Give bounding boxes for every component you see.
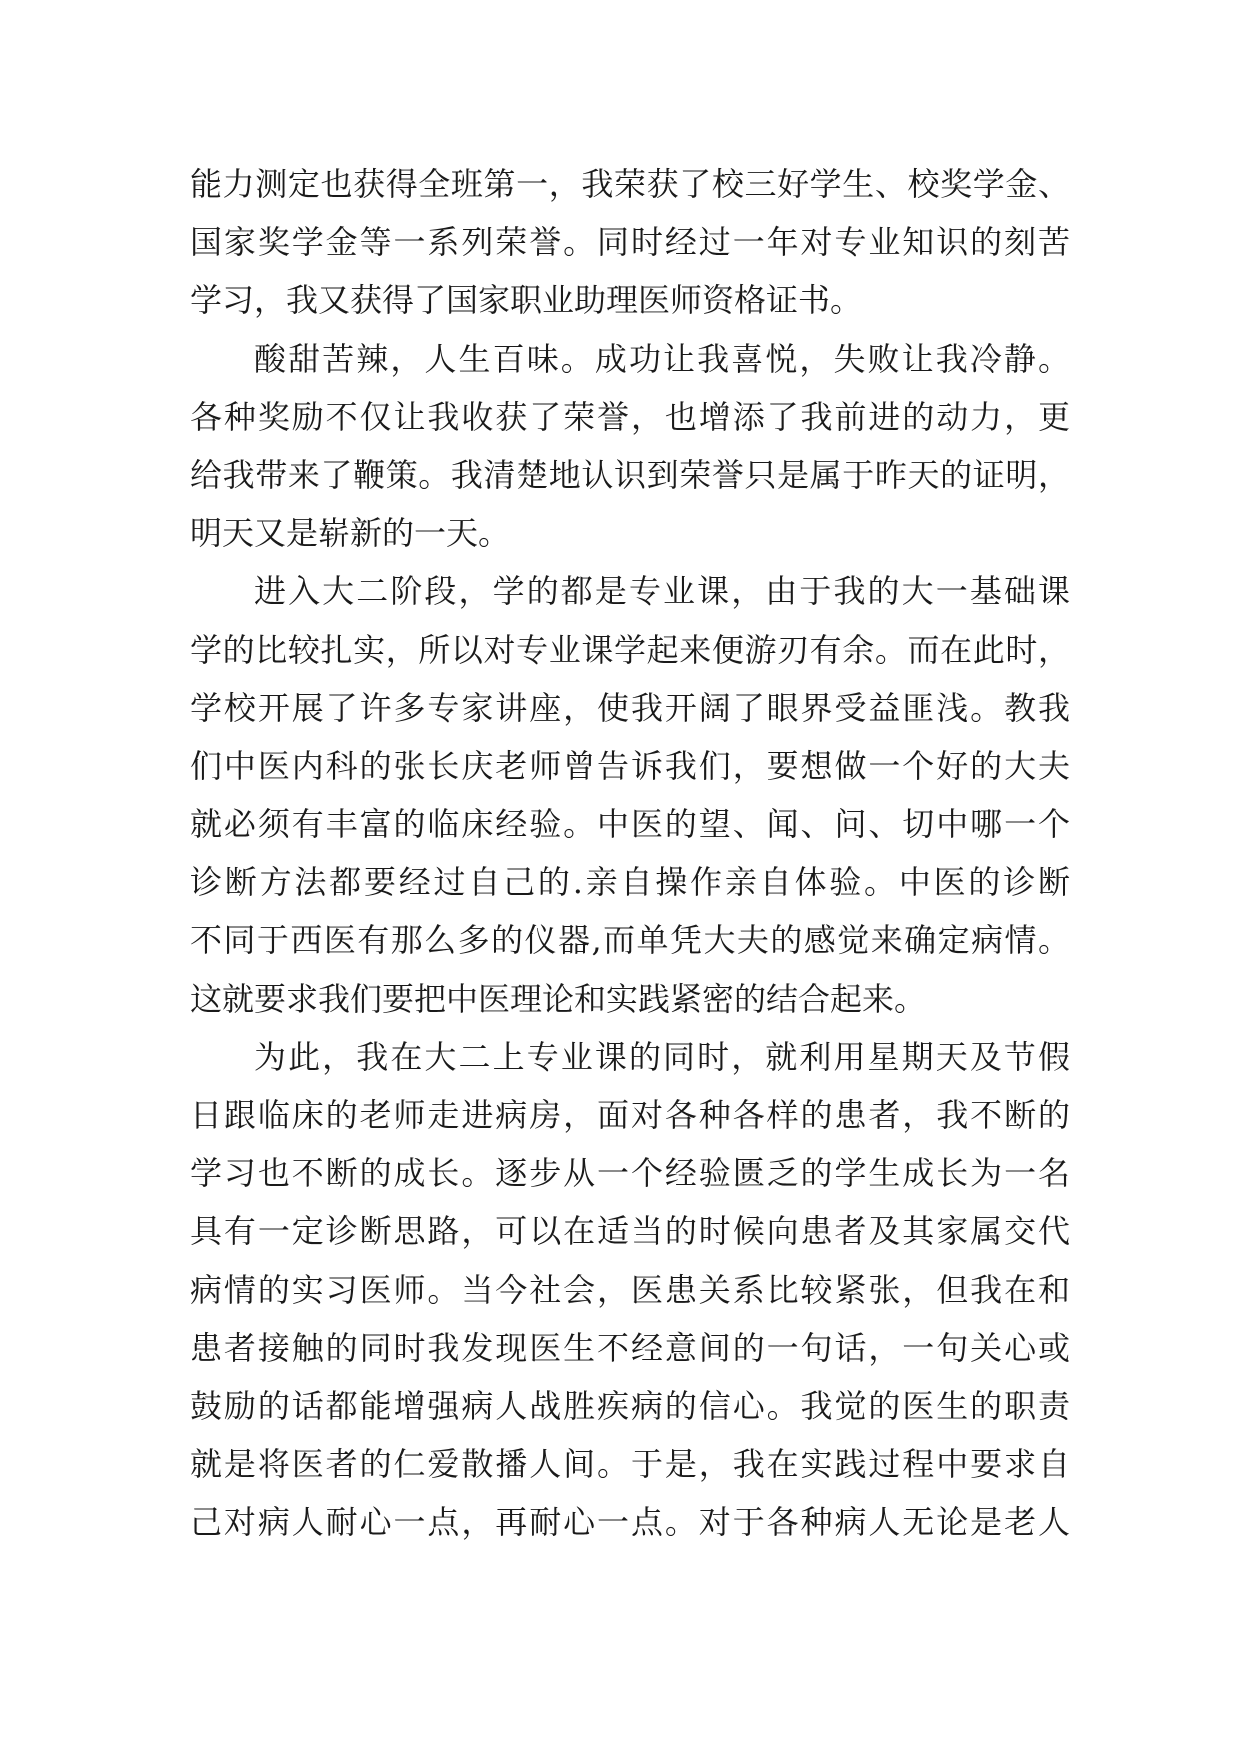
text-line: 日跟临床的老师走进病房，面对各种各样的患者，我不断的 — [190, 1096, 1070, 1134]
text-line: 己对病人耐心一点，再耐心一点。对于各种病人无论是老人 — [190, 1503, 1070, 1542]
text-line: 不同于西医有那么多的仪器,而单凭大夫的感觉来确定病情。 — [190, 921, 1070, 960]
body-text — [190, 155, 1070, 1552]
text-line: 明天又是崭新的一天。 — [190, 514, 511, 553]
text-line: 诊断方法都要经过自己的.亲自操作亲自体验。中医的诊断 — [190, 863, 1070, 902]
text-line: 学习也不断的成长。逐步从一个经验匮乏的学生成长为一名 — [190, 1154, 1070, 1193]
text-line: 能力测定也获得全班第一，我荣获了校三好学生、校奖学金、 — [190, 165, 1070, 203]
text-line: 学校开展了许多专家讲座，使我开阔了眼界受益匪浅。教我 — [190, 688, 1070, 727]
paragraph-first-line: 为此，我在大二上专业课的同时，就利用星期天及节假 — [254, 1037, 1070, 1076]
text-line: 鼓励的话都能增强病人战胜疾病的信心。我觉的医生的职责 — [190, 1386, 1070, 1425]
text-line: 就必须有丰富的临床经验。中医的望、闻、问、切中哪一个 — [190, 805, 1070, 844]
text-line: 们中医内科的张长庆老师曾告诉我们，要想做一个好的大夫 — [190, 746, 1070, 785]
paragraph-first-line: 酸甜苦辣，人生百味。成功让我喜悦，失败让我冷静。 — [254, 339, 1070, 378]
paragraph-first-line: 进入大二阶段，学的都是专业课，由于我的大一基础课 — [254, 572, 1070, 611]
text-line: 学习，我又获得了国家职业助理医师资格证书。 — [190, 281, 863, 320]
text-line: 国家奖学金等一系列荣誉。同时经过一年对专业知识的刻苦 — [190, 223, 1070, 262]
text-line: 具有一定诊断思路，可以在适当的时候向患者及其家属交代 — [190, 1212, 1070, 1251]
text-line: 给我带来了鞭策。我清楚地认识到荣誉只是属于昨天的证明， — [190, 455, 1070, 494]
text-line: 病情的实习医师。当今社会，医患关系比较紧张，但我在和 — [190, 1270, 1070, 1309]
text-line: 就是将医者的仁爱散播人间。于是，我在实践过程中要求自 — [190, 1445, 1070, 1484]
text-line: 各种奖励不仅让我收获了荣誉，也增添了我前进的动力，更 — [190, 397, 1070, 436]
text-line: 学的比较扎实，所以对专业课学起来便游刃有余。而在此时， — [190, 630, 1070, 669]
text-line: 这就要求我们要把中医理论和实践紧密的结合起来。 — [190, 979, 927, 1018]
text-line: 患者接触的同时我发现医生不经意间的一句话，一句关心或 — [190, 1328, 1070, 1367]
